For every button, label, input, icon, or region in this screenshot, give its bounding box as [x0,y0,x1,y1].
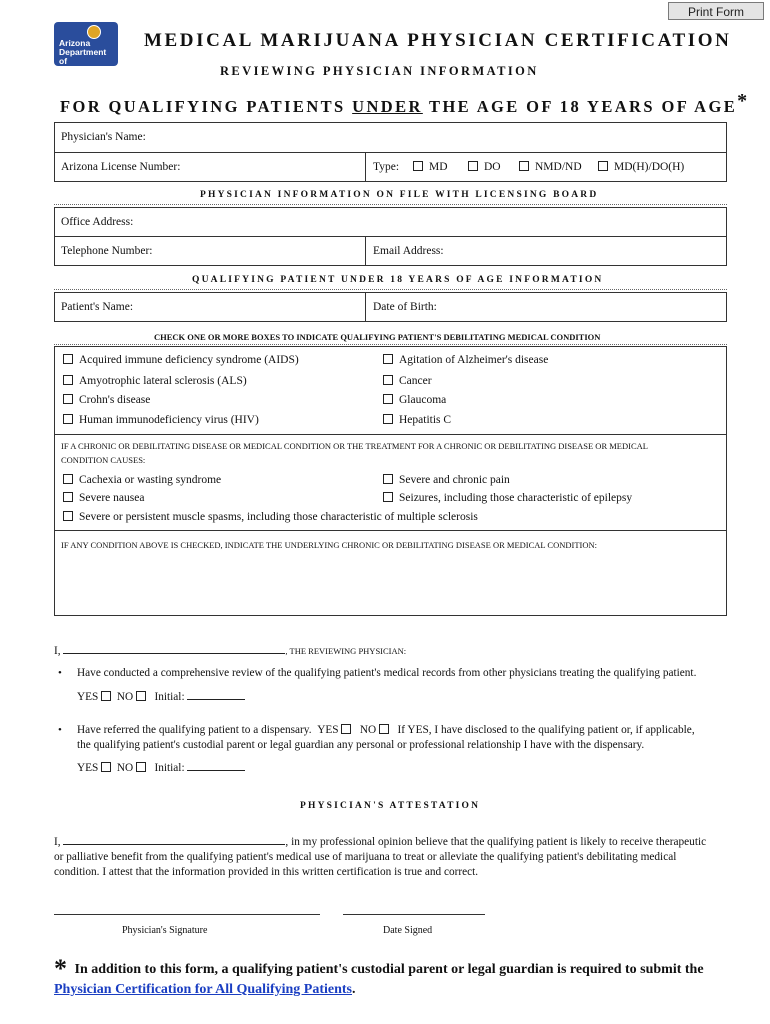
heading-part-1: FOR QUALIFYING PATIENTS [60,97,353,116]
reviewing-physician-name-input[interactable] [63,643,285,654]
no-label-1: NO [116,691,134,703]
date-signed-input[interactable] [343,914,485,915]
type-label: Type: [373,161,400,173]
type-md-checkbox[interactable]: MD [413,161,448,173]
condition-alzheimers-checkbox[interactable]: Agitation of Alzheimer's disease [383,354,548,366]
form-title: MEDICAL MARIJUANA PHYSICIAN CERTIFICATION [144,30,732,51]
initial-input-1[interactable] [187,689,245,700]
licensing-heading: PHYSICIAN INFORMATION ON FILE WITH LICENSING BOARD [200,190,599,200]
no-checkbox-1[interactable] [136,691,146,701]
yes-checkbox-1[interactable] [101,691,111,701]
condition-crohns-checkbox[interactable]: Crohn's disease [63,394,150,406]
condition-hepatitis-checkbox[interactable]: Hepatitis C [383,414,451,426]
license-number-field[interactable]: Arizona License Number: [61,161,181,173]
form-subtitle: REVIEWING PHYSICIAN INFORMATION [220,64,539,78]
cause-seizures-checkbox[interactable]: Seizures, including those characteristic of epilepsy [383,492,632,504]
email-field[interactable]: Email Address: [373,245,444,257]
logo-line-1: Arizona [59,38,91,48]
heading-asterisk: * [737,90,748,112]
reviewing-physician-line [54,643,406,657]
type-do-checkbox[interactable]: DO [468,161,501,173]
attestation-line-2: or palliative benefit from the qualifying patient's medical use of marijuana to treat or alleviate the qualifying patient's debilitating medical [54,851,677,863]
yes-label-2: YES [77,762,99,774]
yes-checkbox-2a[interactable] [341,724,351,734]
bullet-2-line-2: the qualifying patient's custodial parent or legal guardian any personal or professional relationship I have with the dispensary. [77,739,645,751]
office-address-field[interactable]: Office Address: [61,216,134,228]
conditions-box [54,346,727,616]
yes-label-2a: YES [317,724,339,736]
footer-asterisk: * [54,954,67,983]
yes-checkbox-2[interactable] [101,762,111,772]
reviewing-i: I, [54,645,61,657]
footer-text: In addition to this form, a qualifying patient's custodial parent or legal guardian is required to submit the [74,962,704,977]
physician-name-field[interactable]: Physician's Name: [61,131,146,143]
underlying-condition-field[interactable]: IF ANY CONDITION ABOVE IS CHECKED, INDICATE THE UNDERLYING CHRONIC OR DEBILITATING DISEASE OR MEDICAL CONDITION: [61,540,597,550]
bullet-2-post: If YES, I have disclosed to the qualifying patient or, if applicable, [397,724,695,736]
bullet-1-dot: • [58,667,62,679]
dob-field[interactable]: Date of Birth: [373,301,437,313]
telephone-field[interactable]: Telephone Number: [61,245,153,257]
signature-input[interactable] [54,914,320,915]
type-nmd-checkbox[interactable]: NMD/ND [519,161,582,173]
bullet-2-pre: Have referred the qualifying patient to a dispensary. [77,724,312,736]
logo-line-3: Health Services [59,65,94,84]
condition-hiv-checkbox[interactable]: Human immunodeficiency virus (HIV) [63,414,259,426]
physician-certification-link[interactable]: Physician Certification for All Qualifying Patients [54,982,353,997]
cause-pain-checkbox[interactable]: Severe and chronic pain [383,474,510,486]
patient-heading: QUALIFYING PATIENT UNDER 18 YEARS OF AGE INFORMATION [192,275,604,285]
attestation-line-1: , in my professional opinion believe that the qualifying patient is likely to receive therapeutic [285,836,707,848]
attestation-heading: PHYSICIAN'S ATTESTATION [300,801,481,811]
condition-aids-checkbox[interactable]: Acquired immune deficiency syndrome (AIDS) [63,354,299,366]
yes-label-1: YES [77,691,99,703]
signature-label: Physician's Signature [122,925,208,936]
initial-label-2: Initial: [154,762,185,774]
footer-period: . [352,982,356,997]
no-label-2a: NO [359,724,377,736]
sun-icon [87,25,101,39]
no-label-2: NO [116,762,134,774]
date-signed-label: Date Signed [383,925,433,936]
physician-info-box [54,122,727,182]
bullet-2-response [77,760,245,774]
condition-glaucoma-checkbox[interactable]: Glaucoma [383,394,446,406]
type-mdh-checkbox[interactable]: MD(H)/DO(H) [598,161,684,173]
attestation-line-3: condition. I attest that the information provided in this written certification is true and correct. [54,866,479,878]
initial-input-2[interactable] [187,760,245,771]
patient-box [54,292,727,322]
cause-cachexia-checkbox[interactable]: Cachexia or wasting syndrome [63,474,221,486]
attestation-physician-name-input[interactable] [63,834,285,845]
licensing-box [54,207,727,266]
condition-cancer-checkbox[interactable]: Cancer [383,375,432,387]
condition-als-checkbox[interactable]: Amyotrophic lateral sclerosis (ALS) [63,375,247,387]
reviewing-suffix: , THE REVIEWING PHYSICIAN: [285,646,407,656]
patient-name-field[interactable]: Patient's Name: [61,301,134,313]
under-18-heading [60,90,748,118]
heading-part-2: THE AGE OF 18 YEARS OF AGE [422,97,738,116]
print-form-button[interactable]: Print Form [668,2,764,20]
bullet-1-response [77,689,245,703]
bullet-2-dot: • [58,724,62,736]
heading-under: UNDER [352,97,423,116]
no-checkbox-2[interactable] [136,762,146,772]
cause-spasms-checkbox[interactable]: Severe or persistent muscle spasms, including those characteristic of multiple sclerosis [63,511,478,523]
cause-nausea-checkbox[interactable]: Severe nausea [63,492,144,504]
conditions-heading: CHECK ONE OR MORE BOXES TO INDICATE QUALIFYING PATIENT'S DEBILITATING MEDICAL CONDITION [154,332,601,342]
attestation-i: I, [54,836,61,848]
logo-line-2: Department of [59,47,107,66]
initial-label-1: Initial: [154,691,185,703]
bullet-1-text: Have conducted a comprehensive review of the qualifying patient's medical records from other physicians treating the qualifying patient. [77,667,697,679]
bullet-2-line-1 [77,724,695,736]
azdhs-logo [54,22,118,84]
causes-text-1: IF A CHRONIC OR DEBILITATING DISEASE OR MEDICAL CONDITION OR THE TREATMENT FOR A CHRONIC OR DEBILITATING DISEASE OR MEDICAL [61,441,648,451]
footer-note [54,955,724,1000]
causes-text-2: CONDITION CAUSES: [61,455,146,465]
attestation-text [54,834,726,880]
no-checkbox-2a[interactable] [379,724,389,734]
